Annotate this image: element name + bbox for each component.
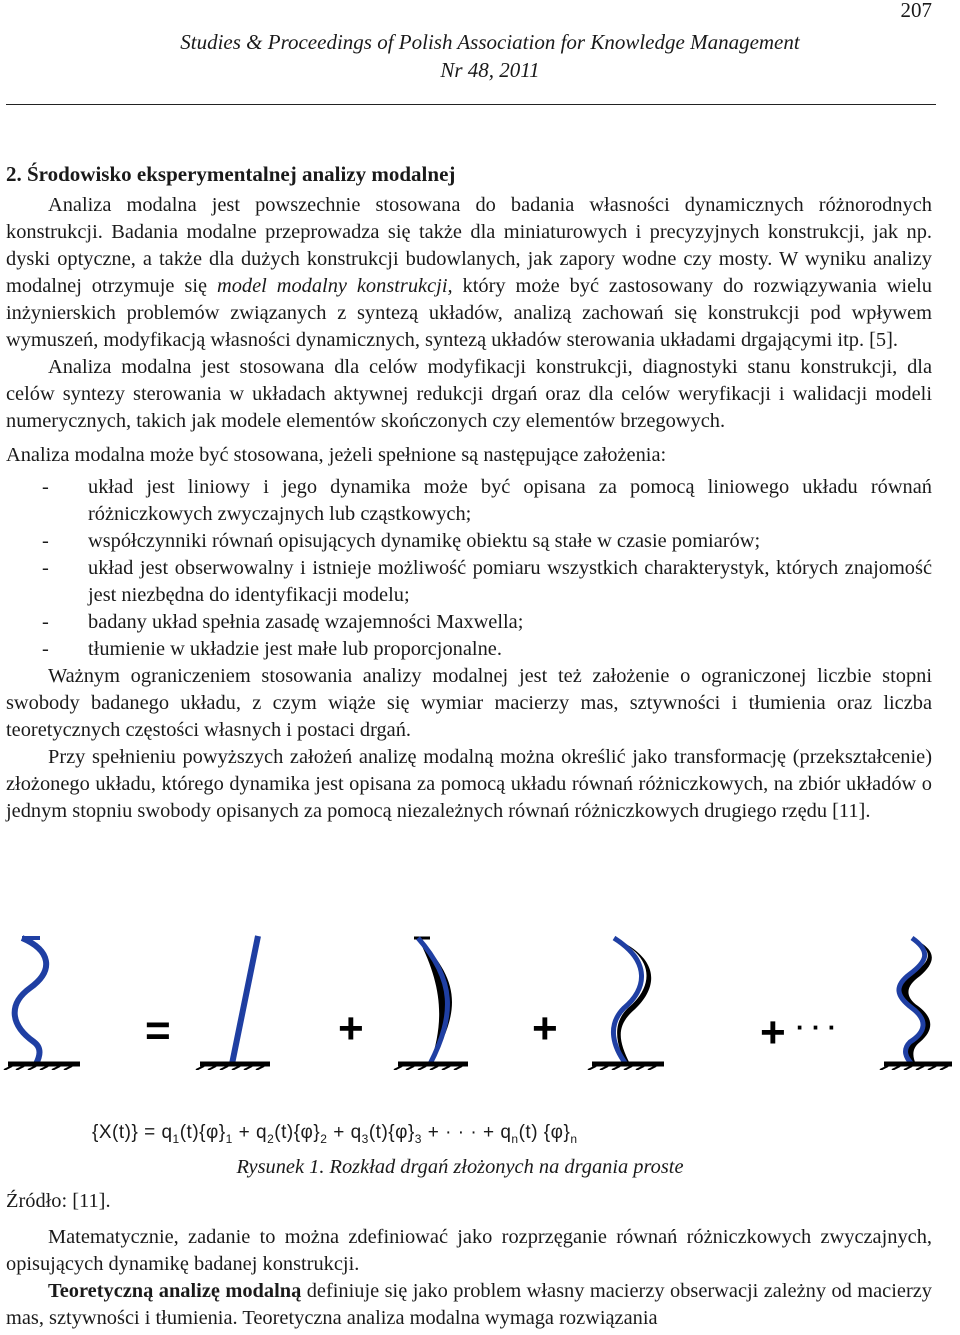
list-item-text: współczynniki równań opisujących dynamikę obiektu są stałe w czasie pomiarów;: [88, 530, 761, 552]
list-item: [6, 474, 932, 528]
paragraph-7-bold: Teoretyczną analizę modalną: [48, 1280, 302, 1302]
formula-term: (t){φ}: [274, 1122, 321, 1143]
formula-subscript: 2: [320, 1131, 328, 1146]
mode-n-shape: [880, 938, 952, 1070]
mode-2-shape: [394, 938, 468, 1070]
list-dash: -: [42, 476, 49, 498]
assumptions-list: [6, 474, 932, 663]
paragraph-1-emphasis: model modalny konstrukcji,: [216, 275, 453, 297]
list-item: [6, 555, 932, 609]
formula-term: (t){φ}: [179, 1122, 226, 1143]
list-item: [6, 528, 932, 555]
journal-title: Studies & Proceedings of Polish Association for Knowledge Management: [180, 30, 800, 54]
formula-subscript: n: [570, 1131, 578, 1146]
mode-decomposition-figure: [0, 930, 960, 1070]
paragraph-1: [6, 192, 932, 354]
list-item-text: układ jest liniowy i jego dynamika może być opisana za pomocą liniowego układu równań różniczkowych zwyczajnych lub cząstkowych;: [88, 476, 932, 525]
formula-term: (t){φ}: [368, 1122, 415, 1143]
paragraph-5: Przy spełnieniu powyższych założeń analizę modalną można określić jako transformację (przekształcenie) złożonego układu, którego dynamika jest opisana za pomocą układu równań różniczkowych, na zbiór układów o jednym stopniu swobody opisanych za pomocą niezależnych równań różniczkowych drugiego rzędu [11].: [6, 746, 932, 822]
plus-sign-1: +: [338, 1004, 364, 1053]
formula-subscript: 1: [225, 1131, 233, 1146]
formula-subscript: 3: [361, 1131, 369, 1146]
formula-term: q: [161, 1122, 173, 1143]
complex-vibration-mode: [4, 938, 80, 1070]
ellipsis: · · ·: [796, 1012, 837, 1042]
closing-text: [6, 1224, 932, 1332]
list-dash: -: [42, 557, 49, 579]
list-item-text: układ jest obserwowalny i istnieje możliwość pomiaru wszystkich charakterystyk, których znajomość jest niezbędna do identyfikacji modelu;: [88, 557, 932, 606]
list-item-text: tłumienie w układzie jest małe lub proporcjonalne.: [88, 638, 502, 660]
figure-source: Źródło: [11].: [6, 1190, 111, 1212]
plus-sign-3: +: [760, 1008, 786, 1057]
plus-sign-2: +: [532, 1004, 558, 1053]
list-dash: -: [42, 530, 49, 552]
mode-1-shape: [196, 936, 270, 1070]
formula-subscript: 2: [267, 1131, 275, 1146]
formula-term: + q: [333, 1122, 362, 1143]
formula-subscript: n: [511, 1131, 519, 1146]
section-title: 2. Środowisko eksperymentalnej analizy modalnej: [6, 162, 456, 186]
mode-3-shape: [588, 938, 664, 1070]
list-item: [6, 609, 932, 636]
paragraph-1-text-b: który może być zastosowany do rozwiązywania wielu inżynierskich problemów związanych z syntezą układów, analizą zachowań się konstrukcji pod wpływem wymuszeń, modyfikacją własności dynamicznych, syntezą układów sterowania układami drgającymi itp. [5].: [6, 275, 932, 351]
journal-issue: Nr 48, 2011: [440, 58, 540, 82]
list-item: [6, 636, 932, 663]
paragraph-1-text-a: Analiza modalna jest powszechnie stosowana do badania własności dynamicznych różnorodnych konstrukcji. Badania modalne przeprowadza się także dla miniaturowych i precyzyjnych konstrukcji, jak np. dyski optyczne, a także dla dużych konstrukcji budowlanych, jak zapory wodne czy mosty. W wyniku analizy modalnej otrzymuje się: [6, 194, 932, 297]
formula-term: (t) {φ}: [518, 1122, 571, 1143]
list-item-text: badany układ spełnia zasadę wzajemności Maxwella;: [88, 611, 524, 633]
paragraph-2: Analiza modalna jest stosowana dla celów modyfikacji konstrukcji, diagnostyki stanu konstrukcji, dla celów syntezy sterowania w układach aktywnej redukcji drgań oraz dla celów weryfikacji i walidacji modeli numerycznych, takich jak modele elementów skończonych czy elementów brzegowych.: [6, 356, 932, 432]
equals-sign: =: [145, 1006, 171, 1055]
paragraph-6: Matematycznie, zadanie to można zdefiniować jako rozprzęganie równań różniczkowych zwyczajnych, opisujących dynamikę badanej konstrukcji.: [6, 1226, 932, 1275]
formula-term: + · · · + q: [427, 1122, 512, 1143]
formula-lhs: {X(t)} =: [92, 1122, 156, 1143]
header-rule: [6, 104, 936, 105]
formula-subscript: 3: [414, 1131, 422, 1146]
paragraph-3: Analiza modalna może być stosowana, jeżeli spełnione są następujące założenia:: [6, 444, 667, 466]
paragraph-7-text: definiuje się jako problem własny macierzy obserwacji zależny od macierzy mas, sztywności i tłumienia. Teoretyczna analiza modalna wymaga rozwiązania: [6, 1280, 932, 1329]
running-header: [0, 28, 960, 84]
list-dash: -: [42, 638, 49, 660]
paragraph-4: Ważnym ograniczeniem stosowania analizy modalnej jest też założenie o ograniczonej liczbie stopni swobody badanego układu, z czym wiąże się wymiar macierzy mas, sztywności i tłumienia oraz liczba teoretycznych częstości własnych i postaci drgań.: [6, 665, 932, 741]
page-number: 207: [900, 0, 932, 22]
main-text: [6, 160, 932, 825]
paragraph-7: [6, 1278, 932, 1332]
formula-subscript: 1: [172, 1131, 180, 1146]
modal-superposition-formula: [92, 1122, 578, 1146]
list-dash: -: [42, 611, 49, 633]
figure-caption: Rysunek 1. Rozkład drgań złożonych na drgania proste: [236, 1156, 684, 1178]
formula-term: + q: [238, 1122, 268, 1143]
